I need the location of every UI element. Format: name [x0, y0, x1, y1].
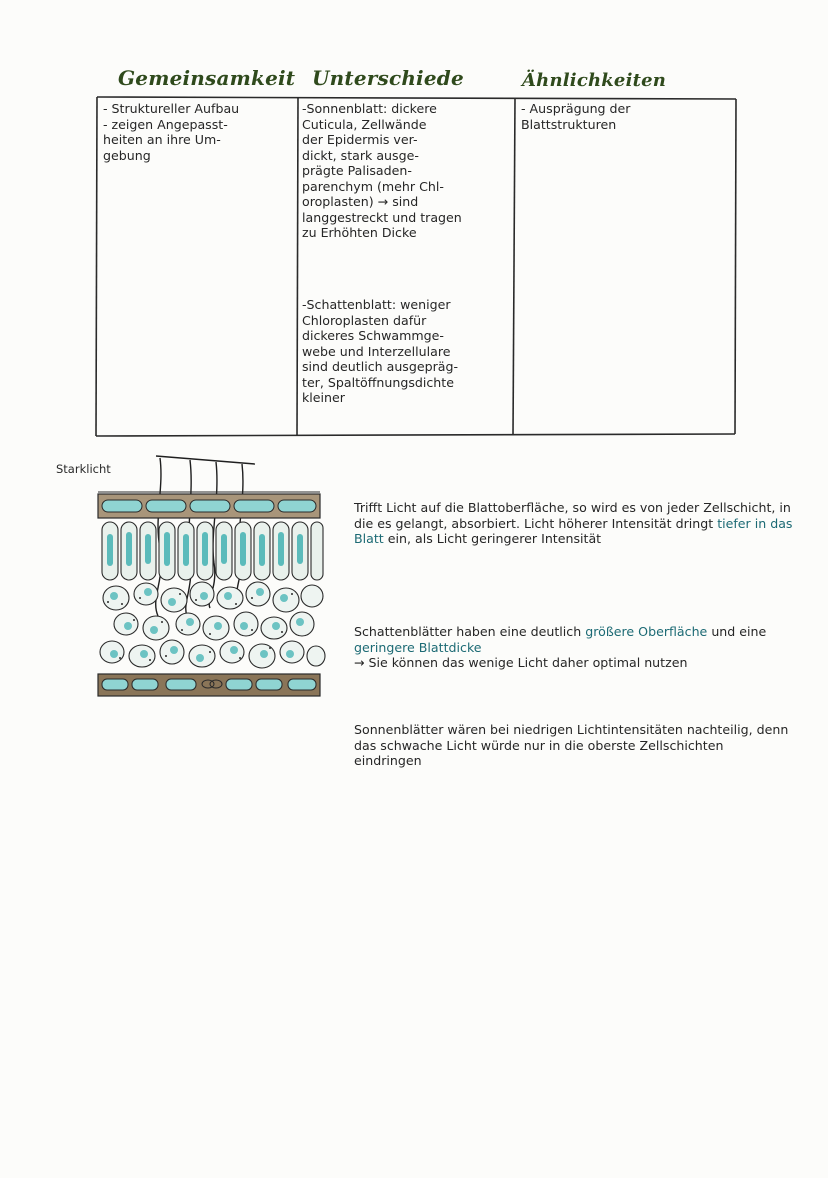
header-gemeinsamkeit: Gemeinsamkeit [118, 66, 296, 90]
p2-highlight-oberflaeche: größere Oberfläche [585, 624, 708, 639]
cell-gemeinsamkeit: - Struktureller Aufbau - zeigen Angepasst- heiten an ihre Um- gebung [103, 101, 240, 163]
paragraph-light-absorption [354, 500, 794, 547]
p1-rest: ein, als Licht geringerer Intensität [387, 531, 602, 546]
header-unterschiede: Unterschiede [312, 66, 464, 90]
p2-highlight-blattdicke: geringere Blattdicke [354, 639, 482, 655]
p2-text-b: und eine [711, 624, 767, 639]
leaf-cross-section-drawing [50, 448, 340, 708]
lower-epidermis [98, 674, 320, 696]
p1-highlight: tiefer in das Blatt [354, 515, 793, 546]
paragraph-sonnenblaetter: Sonnenblätter wären bei niedrigen Lichtintensitäten nachteilig, denn das schwache Licht würde nur in die oberste Zellschichten eindringen [354, 722, 789, 768]
palisade-parenchym [102, 522, 323, 580]
p2-text-c: → Sie können das wenige Licht daher optimal nutzen [354, 655, 688, 670]
header-aehnlichkeiten: Ähnlichkeiten [522, 70, 667, 91]
table-bottom-line [96, 434, 735, 436]
p1-text: Trifft Licht auf die Blattoberfläche, so wird es von jeder Zellschicht, in die es gelangt, absorbiert. Licht höherer Intensität dringt [354, 500, 791, 531]
cell-aehnlichkeiten: - Ausprägung der Blattstrukturen [521, 101, 631, 132]
table-top-line [97, 97, 736, 99]
p2-text-a: Schattenblätter haben eine deutlich [354, 624, 582, 639]
starklicht-label: Starklicht [56, 462, 111, 476]
paragraph-schattenblaetter [354, 624, 794, 671]
epidermis-cells-upper [102, 500, 316, 512]
cell-schattenblatt: -Schattenblatt: weniger Chloroplasten dafür dickeres Schwammge- webe und Interzellulare sind deutlich ausgepräg- ter, Spaltöffnungsdichte kleiner [302, 297, 459, 405]
table-left-line [96, 97, 97, 436]
table-right-line [735, 99, 736, 434]
cell-sonnenblatt: -Sonnenblatt: dickere Cuticula, Zellwände der Epidermis ver- dickt, stark ausge- prägte Palisaden- parenchym (mehr Chl- oroplasten) → sind langgestreckt und tragen zu Erhöhten Dicke [302, 101, 462, 240]
